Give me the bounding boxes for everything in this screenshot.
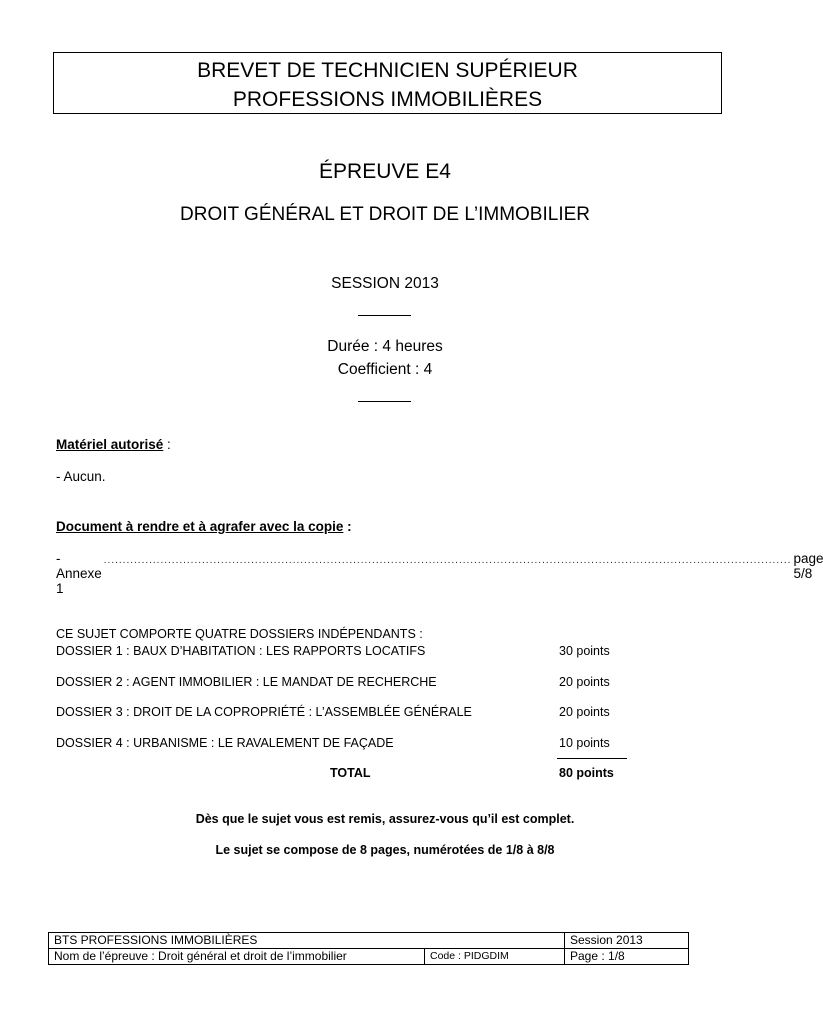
annexe-name: - Annexe 1	[56, 551, 102, 596]
materiel-item: - Aucun.	[56, 469, 106, 484]
footer-table	[48, 932, 689, 965]
subject-title: DROIT GÉNÉRAL ET DROIT DE L’IMMOBILIER	[180, 204, 590, 225]
materiel-label: Matériel autorisé	[56, 437, 164, 452]
footer-code: Code : PIDGDIM	[425, 949, 565, 965]
epreuve-title: ÉPREUVE E4	[319, 160, 451, 183]
notice-pages: Le sujet se compose de 8 pages, numérotées de 1/8 à 8/8	[215, 843, 555, 857]
header-box	[53, 52, 722, 114]
dossier-row-2: DOSSIER 2 : AGENT IMMOBILIER : LE MANDAT DE RECHERCHE	[56, 675, 437, 689]
footer-row-2	[49, 949, 689, 965]
dossier-points-3: 20 points	[559, 705, 610, 719]
dossier-row-1: DOSSIER 1 : BAUX D’HABITATION : LES RAPPORTS LOCATIFS	[56, 644, 426, 658]
total-rule	[557, 758, 627, 759]
session-label: SESSION 2013	[331, 275, 439, 292]
annexe-line	[56, 551, 823, 596]
dossier-points-2: 20 points	[559, 675, 610, 689]
dossiers-intro: CE SUJET COMPORTE QUATRE DOSSIERS INDÉPENDANTS :	[56, 627, 423, 641]
document-label: Document à rendre et à agrafer avec la copie	[56, 519, 344, 534]
duration-label: Durée : 4 heures	[327, 338, 443, 355]
dossier-points-4: 10 points	[559, 736, 610, 750]
materiel-colon: :	[163, 437, 171, 452]
footer-bts-title: BTS PROFESSIONS IMMOBILIÈRES	[49, 933, 565, 949]
divider-2	[358, 401, 411, 402]
footer-row-1	[49, 933, 689, 949]
dossier-points-1: 30 points	[559, 644, 610, 658]
coefficient-label: Coefficient : 4	[337, 361, 433, 378]
divider-1	[358, 315, 411, 316]
header-line-2: PROFESSIONS IMMOBILIÈRES	[232, 88, 543, 111]
dossier-row-4: DOSSIER 4 : URBANISME : LE RAVALEMENT DE FAÇADE	[56, 736, 394, 750]
total-points: 80 points	[559, 766, 614, 780]
footer-page: Page : 1/8	[565, 949, 689, 965]
notice-complete: Dès que le sujet vous est remis, assurez-vous qu’il est complet.	[195, 812, 575, 826]
footer-epreuve-name: Nom de l’épreuve : Droit général et droit de l’immobilier	[49, 949, 425, 965]
materiel-heading	[56, 437, 171, 452]
document-colon: :	[343, 519, 352, 534]
total-label: TOTAL	[330, 766, 371, 780]
annexe-page: page 5/8	[793, 551, 823, 581]
dot-leader: ......................................................................................................................................................................................	[103, 555, 792, 566]
header-line-1: BREVET DE TECHNICIEN SUPÉRIEUR	[197, 59, 578, 82]
dossier-row-3: DOSSIER 3 : DROIT DE LA COPROPRIÉTÉ : L’ASSEMBLÉE GÉNÉRALE	[56, 705, 472, 719]
footer-session: Session 2013	[565, 933, 689, 949]
document-heading	[56, 519, 352, 534]
